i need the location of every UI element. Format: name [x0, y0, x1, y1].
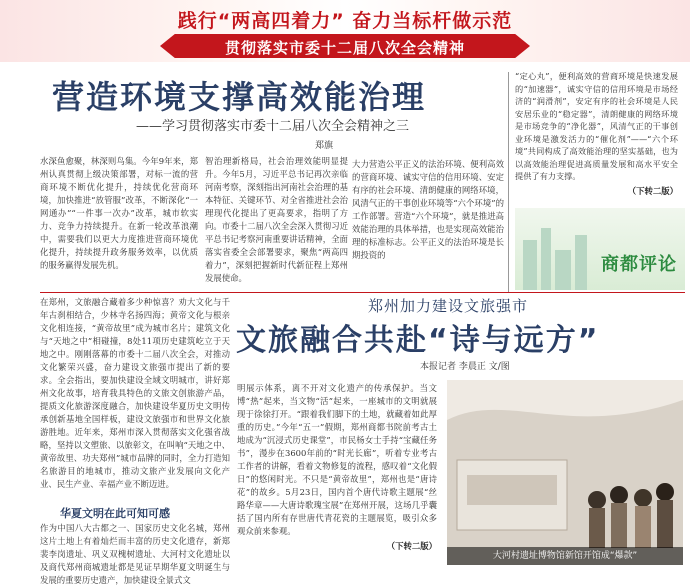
article1-col4-text: “定心丸”，便利高效的营商环境是快速发展的“加速器”，诚实守信的信用环境是市场经济的“润滑剂”，安定有序的社会环境是人民安居乐业的“稳定器”，清朗健康的网络环境是市场竞争的“净化器”，风清气正的干事创业环境是激发活力的“催化剂”——“六个环境”共同构成了高效能治理的坚实基础，也为以高效能治理促进高质量发展和高水平安全提供了有力支撑。 — [515, 71, 678, 181]
museum-photo-illustration — [447, 380, 683, 565]
building-shape — [575, 235, 587, 290]
article2-section-title: 华夏文明在此可知可感 — [60, 507, 170, 520]
article1-turn: （下转二版） — [627, 185, 678, 196]
article2-mid-text: 明展示体系，离不开对文化遗产的传承保护。当文博“热”起来，当文物“活”起来，一座城市的文明就展现于徐徐打开。“跟着我们脚下的土地，就藏着如此厚重的历史。”今年“五一”假期，郑州商都书院前考古土地成为“沉浸式历史课堂”，市民杨女士手持“宝藏任务书”，漫步在3600年前的“时光长廊”，听着专业考古工作者的讲解，看着文物修复的流程，感叹着“文化假日”的悠闲时光。不只是“黄帝故里”，郑州也是“唐诗花”的故乡。5月23日，国内首个唐代诗歌主题展“丝路华章——大唐诗歌瑰宝展”在郑州开展，这场几乎囊括了国内所有存世唐代青花瓷的主题展览，吸引众多观众前来参观。 — [237, 383, 437, 536]
building-shape — [523, 240, 537, 290]
photo-caption: 大河村遗址博物馆新馆开馆成“爆款” — [447, 547, 683, 565]
article1-col4 — [515, 70, 678, 197]
commentary-badge-box — [515, 208, 685, 290]
section-divider — [40, 292, 685, 293]
article2-left: 在郑州，文旅融合藏着多少种惊喜？劝大文化与千年古刹相结合，少林寺名扬四海；黄帝文化与根亲文化相连接，“黄帝故里”成为城市名片；建筑文化与“天地之中”相碰撞，8处11项历史建筑屹立于天地之中。刚刚落幕的市委十二届八次全会，对推动文化繁荣兴盛，奋力建设文旅强市提出了新的要求。全会指出，要加快建设全域文明城市，讲好郑州文化故事，培育我具特色的文旅文创旅游产品，提质文化旅游深度融合，加快建设华夏历史文明传承创新基地全国样板，建设文旅强市和世界文化旅游胜地。近年来，郑州市深入贯彻落实文化强省战略，坚持以文塑旅、以旅彰文，在叫响“天地之中、黄帝故里、功夫郑州”城市品牌的同时，全力打造知名旅游目的地城市，推动文旅产业发展向文化产业、民生产业、幸福产业不断迈进。 — [40, 297, 230, 489]
building-shape — [541, 228, 551, 290]
divider — [508, 72, 509, 292]
article2-turn: （下转二版） — [386, 541, 437, 551]
article2-byline: 本报记者 李晨正 文/图 — [420, 362, 510, 372]
building-shape — [555, 250, 571, 290]
slogan: 践行“两高四着力” 奋力当标杆做示范 — [177, 10, 513, 32]
article1-col1: 水深鱼愈聚，林深则鸟集。今年9年来，郑州认真贯彻上级决策部署，对标一流的营商环境不断优化提升，持续优化营商环境，加快推进“放管服”改革，不断深化“一网通办”“一件事一次办”改革，城市软实力、竞争力持续提升。在新一轮改革浪潮中，需要我们以更大力度推进营商环境优化提升，持续提升政务服务效率，以优质的服务赢得发展先机。 — [40, 156, 198, 270]
article2-left3: 作为中国八大古都之一、国家历史文化名城，郑州这片土地上有着灿烂而丰富的历史文化遗存，新郑裴李岗遗址、巩义双槐树遗址、大河村文化遗址以及商代郑州商城遗址都是见证早期华夏文明诞生与发展的重要历史遗产，加快建设全景式文 — [40, 523, 230, 585]
article2-mid — [237, 382, 437, 553]
article1-byline: 郑旗 — [315, 141, 334, 151]
ribbon-text: 贯彻落实市委十二届八次全会精神 — [224, 39, 465, 57]
commentary-badge: 商都评论 — [601, 254, 677, 275]
article1-title: 营造环境支撑高效能治理 — [52, 78, 427, 116]
article1-col3: 大力营造公平正义的法治环境、便利高效的营商环境、诚实守信的信用环境、安定有序的社会环境、清朗健康的网络环境，风清气正的干事创业环境等“六个环境”的工作部署。营造“六个环境”，就是推进高效能治理的具体举措，也是实现高效能治理的标准标志。公平正义的法治环境是长期投资的 — [352, 159, 504, 260]
article1-subtitle: ——学习贯彻落实市委十二届八次全会精神之三 — [136, 119, 410, 134]
article1-col2: 智治理新格局，社会治理效能明显提升。今年5月，习近平总书记再次亲临河南考察，深刻指出河南社会治理的基本特征、关键环节、对全省推进社会治理现代化提出了更高要求，指明了方向。市委十二届八次全会深入贯彻习近平总书记考察河南重要讲话精神，全面落实省委全会部署要求，聚焦“两高四着力”，深刻把握新时代新征程上郑州发展使命。 — [205, 156, 348, 283]
article2-pretitle: 郑州加力建设文旅强市 — [368, 297, 529, 315]
article2-title: 文旅融合共赴“诗与远方” — [236, 323, 600, 358]
museum-photo — [447, 380, 683, 565]
